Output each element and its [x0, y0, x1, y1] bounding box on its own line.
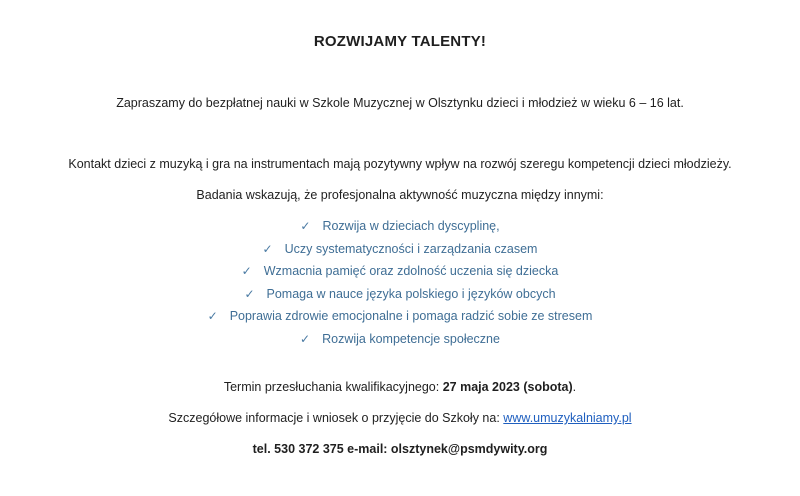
benefits-list — [0, 215, 800, 351]
exam-date-label: Termin przesłuchania kwalifikacyjnego: — [223, 380, 443, 394]
checkmark-icon: ✓ — [300, 331, 311, 346]
list-item-text: Uczy systematyczności i zarządzania czasem — [284, 241, 538, 256]
list-item — [0, 283, 800, 306]
page-title: ROZWIJAMY TALENTY! — [313, 33, 487, 50]
contact-paragraph: Kontakt dzieci z muzyką i gra na instrumentach mają pozytywny wpływ na rozwój szeregu kompetencji dzieci młodzieży. — [68, 157, 732, 171]
contact-footer: tel. 530 372 375 e-mail: olsztynek@psmdywity.org — [252, 442, 548, 456]
list-item — [0, 215, 800, 238]
exam-date-line — [0, 380, 800, 394]
list-item-text: Rozwija kompetencje społeczne — [322, 331, 500, 346]
intro-paragraph: Zapraszamy do bezpłatnej nauki w Szkole Muzycznej w Olsztynku dzieci i młodzież w wieku 6 – 16 lat. — [116, 96, 684, 110]
list-item-text: Pomaga w nauce języka polskiego i języków obcych — [266, 286, 556, 301]
exam-date-suffix: . — [572, 380, 577, 394]
checkmark-icon: ✓ — [241, 264, 252, 279]
checkmark-icon: ✓ — [207, 309, 218, 324]
checkmark-icon: ✓ — [300, 219, 311, 233]
list-item — [0, 238, 800, 261]
research-paragraph: Badania wskazują, że profesjonalna aktywność muzyczna między innymi: — [196, 188, 604, 202]
list-item — [0, 328, 800, 351]
info-line — [0, 411, 800, 425]
website-link[interactable]: www.umuzykalniamy.pl — [503, 411, 632, 425]
list-item-text: Rozwija w dzieciach dyscyplinę, — [322, 219, 500, 233]
list-item-text: Wzmacnia pamięć oraz zdolność uczenia się dziecka — [263, 264, 559, 279]
list-item-text: Poprawia zdrowie emocjonalne i pomaga radzić sobie ze stresem — [229, 309, 593, 324]
info-label: Szczegółowe informacje i wniosek o przyjęcie do Szkoły na: — [168, 411, 504, 425]
checkmark-icon: ✓ — [262, 241, 273, 256]
list-item — [0, 260, 800, 283]
list-item — [0, 305, 800, 328]
exam-date-value: 27 maja 2023 (sobota) — [442, 380, 573, 394]
checkmark-icon: ✓ — [244, 286, 255, 301]
